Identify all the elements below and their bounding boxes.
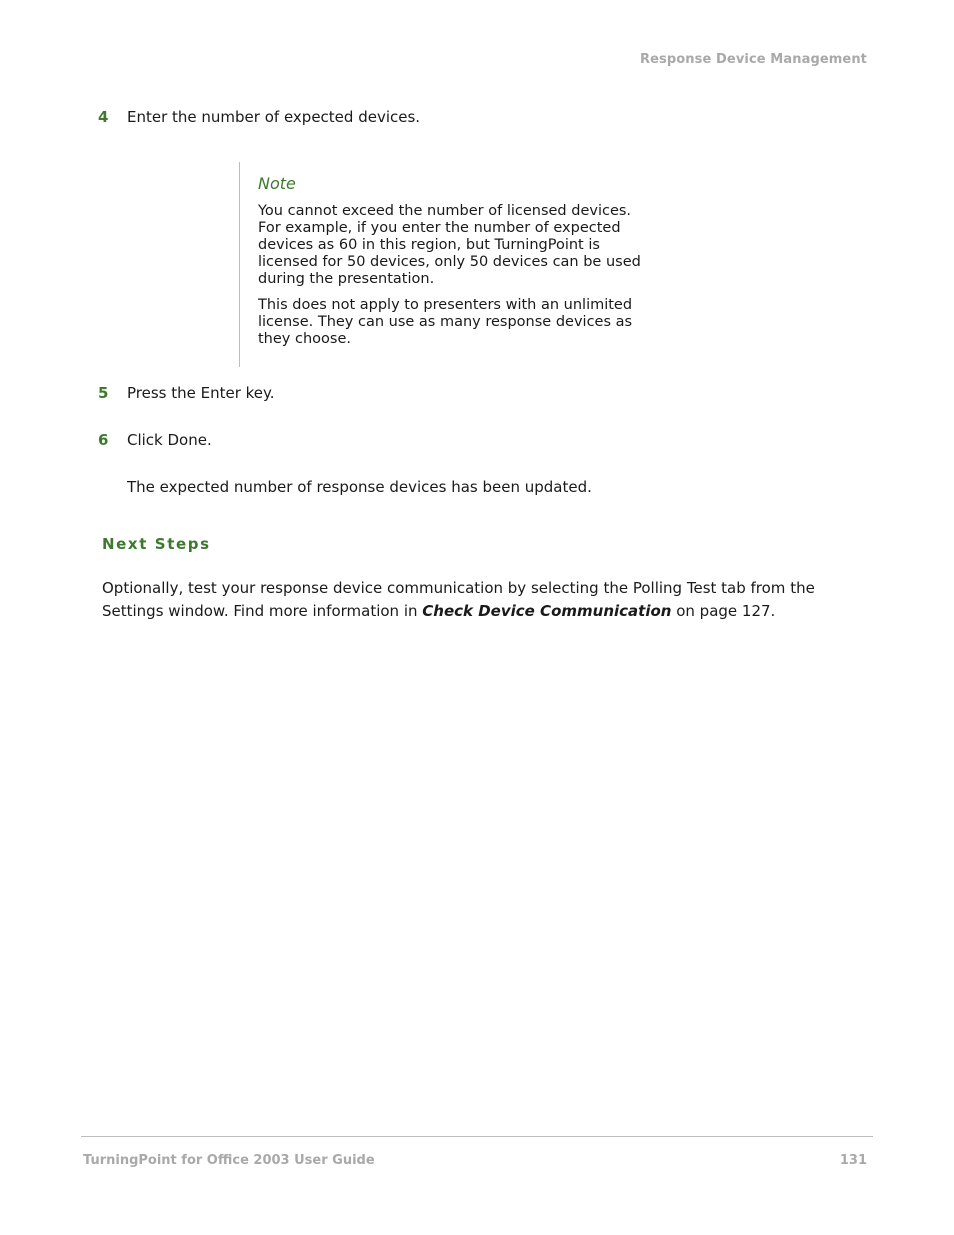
- footer-guide-title: TurningPoint for Office 2003 User Guide: [83, 1153, 375, 1168]
- footer-page-number: 131: [839, 1153, 867, 1168]
- step-text: Press the Enter key.: [127, 384, 275, 402]
- step-text: Click Done.: [127, 431, 212, 449]
- note-paragraph-1: You cannot exceed the number of licensed devices. For example, if you enter the number of expected devices as 60 in this region, but TurningPoint is licensed for 50 devices, only 50 devices can be used during the presentation.: [258, 203, 641, 287]
- running-header: Response Device Management: [639, 52, 867, 67]
- note-title: Note: [258, 174, 296, 193]
- step-number: 4: [98, 108, 109, 126]
- note-box: [239, 162, 659, 367]
- step-6: [98, 430, 212, 450]
- step-number: 5: [98, 384, 109, 402]
- result-text: The expected number of response devices has been updated.: [127, 478, 592, 496]
- step-4: [98, 107, 420, 127]
- step-number: 6: [98, 431, 109, 449]
- footer-divider: [81, 1136, 873, 1137]
- check-device-communication-link[interactable]: Check Device Communication: [422, 602, 672, 620]
- step-5: [98, 383, 275, 403]
- next-steps-paragraph: [102, 577, 872, 623]
- next-steps-text-after: on page 127.: [671, 602, 776, 620]
- note-paragraph-2: This does not apply to presenters with an unlimited license. They can use as many response devices as they choose.: [258, 297, 633, 347]
- step-text: Enter the number of expected devices.: [127, 108, 421, 126]
- next-steps-heading: Next Steps: [102, 535, 211, 553]
- next-steps-text: Optionally, test your response device communication by selecting the Polling Test tab from the Settings window. Find more information in: [102, 579, 815, 620]
